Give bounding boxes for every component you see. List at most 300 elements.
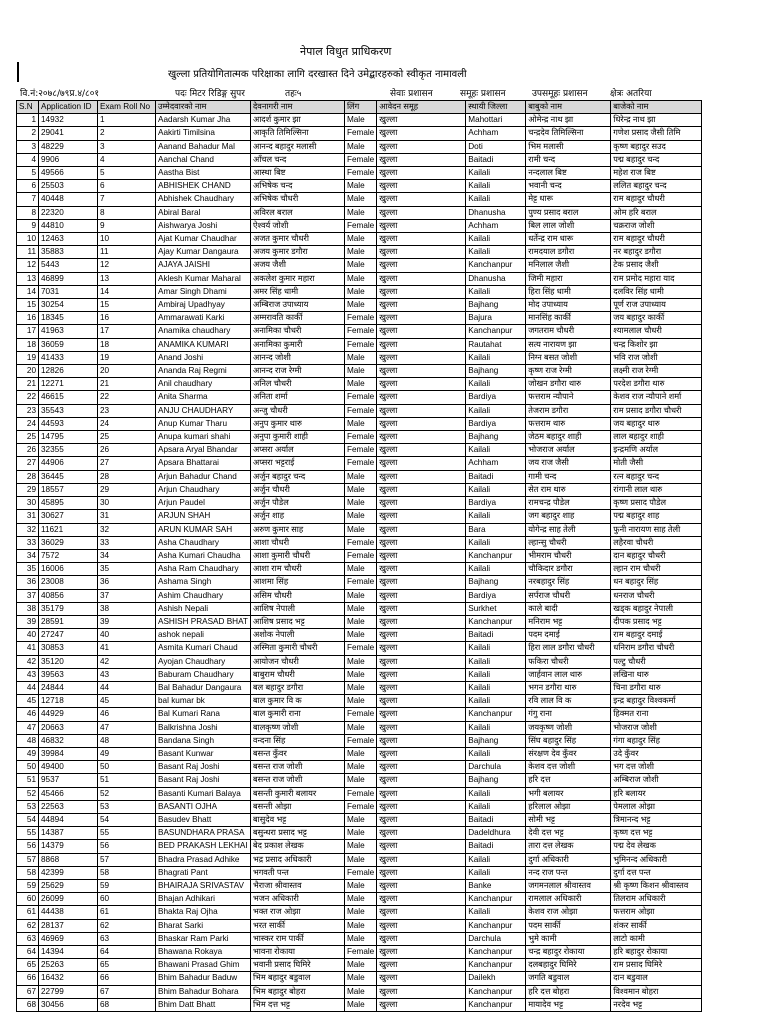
cell-sn: 66 <box>17 972 39 985</box>
cell-grandfather-name: धन बहादुर सिंह <box>611 576 702 589</box>
cell-candidate-name: Ayojan Chaudhary <box>156 655 251 668</box>
cell-father-name: दलबहादुर घिमिरे <box>526 959 611 972</box>
cell-sn: 52 <box>17 787 39 800</box>
cell-sn: 10 <box>17 233 39 246</box>
cell-gender: Male <box>344 959 376 972</box>
table-row <box>17 893 702 906</box>
cell-devanagari-name: अप्सरा अर्याल <box>250 444 344 457</box>
cell-gender: Male <box>344 998 376 1011</box>
cell-grandfather-name: लाटो कामी <box>611 932 702 945</box>
cell-sn: 63 <box>17 932 39 945</box>
table-row <box>17 470 702 483</box>
cell-district: Mahottari <box>466 114 526 127</box>
cell-application-id: 30254 <box>39 299 98 312</box>
cell-exam-roll: 7 <box>98 193 156 206</box>
cell-exam-roll: 18 <box>98 338 156 351</box>
cell-sn: 56 <box>17 840 39 853</box>
cell-district: Kailali <box>466 906 526 919</box>
cell-devanagari-name: अर्जुन चौधरी <box>250 483 344 496</box>
cell-sn: 65 <box>17 959 39 972</box>
cell-candidate-name: Bhagrati Pant <box>156 866 251 879</box>
cell-father-name: नन्द राज पन्त <box>526 866 611 879</box>
cell-grandfather-name: ल्हान राम चौधरी <box>611 563 702 576</box>
cell-application-group: खुल्ला <box>377 127 466 140</box>
cell-grandfather-name: इन्द्र बहादुर विश्वकर्मा <box>611 695 702 708</box>
cell-application-id: 35120 <box>39 655 98 668</box>
cell-application-id: 44593 <box>39 417 98 430</box>
table-row <box>17 602 702 615</box>
cell-sn: 22 <box>17 391 39 404</box>
cell-application-group: खुल्ला <box>377 708 466 721</box>
cell-sn: 44 <box>17 681 39 694</box>
cell-exam-roll: 9 <box>98 219 156 232</box>
cell-application-group: खुल्ला <box>377 655 466 668</box>
cell-application-id: 40856 <box>39 589 98 602</box>
cell-sn: 8 <box>17 206 39 219</box>
cell-application-id: 12271 <box>39 378 98 391</box>
cell-application-group: खुल्ला <box>377 325 466 338</box>
cell-district: Baitadi <box>466 470 526 483</box>
cell-candidate-name: BHAIRAJA SRIVASTAV <box>156 879 251 892</box>
table-row <box>17 180 702 193</box>
col-district: स्थायी जिल्ला <box>466 101 526 114</box>
cell-grandfather-name: फुनी नारायण साह तेली <box>611 523 702 536</box>
cell-candidate-name: Asha Chaudhary <box>156 536 251 549</box>
cell-application-group: खुल्ला <box>377 391 466 404</box>
cell-grandfather-name: भोजराज जोशी <box>611 721 702 734</box>
cell-devanagari-name: आनन्द बहादुर मलासी <box>250 140 344 153</box>
cell-application-group: खुल्ला <box>377 259 466 272</box>
cell-candidate-name: Bhaskar Ram Parki <box>156 932 251 945</box>
cell-gender: Male <box>344 470 376 483</box>
cell-candidate-name: Basant Raj Joshi <box>156 761 251 774</box>
cell-sn: 19 <box>17 351 39 364</box>
cell-devanagari-name: भरत सार्की <box>250 919 344 932</box>
cell-district: Kailali <box>466 642 526 655</box>
cell-candidate-name: ARUN KUMAR SAH <box>156 523 251 536</box>
cell-application-group: खुल्ला <box>377 285 466 298</box>
cell-application-group: खुल्ला <box>377 998 466 1011</box>
cell-application-group: खुल्ला <box>377 959 466 972</box>
cell-father-name: ल्हान्सु चौधरी <box>526 536 611 549</box>
cell-father-name: धर्तेन्द्र राम धारू <box>526 233 611 246</box>
cell-devanagari-name: आनन्द जोशी <box>250 351 344 364</box>
table-row <box>17 642 702 655</box>
cell-gender: Male <box>344 668 376 681</box>
cell-grandfather-name: भुमिनन्द अधिकारी <box>611 853 702 866</box>
cell-application-id: 14387 <box>39 827 98 840</box>
cell-district: Kailali <box>466 721 526 734</box>
cell-candidate-name: Asha Ram Chaudhary <box>156 563 251 576</box>
cell-application-id: 46899 <box>39 272 98 285</box>
cell-exam-roll: 49 <box>98 747 156 760</box>
cell-application-id: 25263 <box>39 959 98 972</box>
cell-grandfather-name: राम बहादुर चौधरी <box>611 193 702 206</box>
cell-candidate-name: Asmita Kumari Chaud <box>156 642 251 655</box>
cell-devanagari-name: आशा चौधरी <box>250 536 344 549</box>
cell-exam-roll: 22 <box>98 391 156 404</box>
cell-application-group: खुल्ला <box>377 840 466 853</box>
cell-gender: Male <box>344 417 376 430</box>
cell-application-group: खुल्ला <box>377 827 466 840</box>
cell-application-id: 11621 <box>39 523 98 536</box>
cell-gender: Male <box>344 483 376 496</box>
cell-devanagari-name: अनुपा कुमारी शाही <box>250 431 344 444</box>
table-row <box>17 932 702 945</box>
cell-candidate-name: Baburam Chaudhary <box>156 668 251 681</box>
cell-devanagari-name: आशमा सिंह <box>250 576 344 589</box>
cell-grandfather-name: लाल बहादुर शाही <box>611 431 702 444</box>
cell-application-id: 44906 <box>39 457 98 470</box>
cell-exam-roll: 50 <box>98 761 156 774</box>
table-row <box>17 193 702 206</box>
cell-application-group: खुल्ला <box>377 417 466 430</box>
cell-candidate-name: BED PRAKASH LEKHAI <box>156 840 251 853</box>
cell-grandfather-name: नर बहादुर डगौरा <box>611 246 702 259</box>
table-row <box>17 761 702 774</box>
cell-application-group: खुल्ला <box>377 734 466 747</box>
cell-grandfather-name: कृष्ण प्रसाद पौडेल <box>611 497 702 510</box>
cell-devanagari-name: अनिता शर्मा <box>250 391 344 404</box>
cell-district: Kanchanpur <box>466 919 526 932</box>
cell-grandfather-name: परदेश डगौरा थारु <box>611 378 702 391</box>
cell-devanagari-name: आशिष प्रसाद भट्ट <box>250 615 344 628</box>
cell-district: Bajhang <box>466 365 526 378</box>
cell-devanagari-name: भिम बहादुर बडुवाल <box>250 972 344 985</box>
cell-district: Kailali <box>466 404 526 417</box>
cell-sn: 42 <box>17 655 39 668</box>
cell-candidate-name: Anil chaudhary <box>156 378 251 391</box>
cell-application-id: 14932 <box>39 114 98 127</box>
cell-father-name: कृष्ण राज रेग्मी <box>526 365 611 378</box>
cell-gender: Male <box>344 695 376 708</box>
cell-application-group: खुल्ला <box>377 510 466 523</box>
cell-exam-roll: 43 <box>98 668 156 681</box>
cell-father-name: देवी दत्त भट्ट <box>526 827 611 840</box>
cell-grandfather-name: गणेश प्रसाद जैसी तिमि <box>611 127 702 140</box>
cell-candidate-name: Bhawana Rokaya <box>156 946 251 959</box>
cell-district: Darchula <box>466 932 526 945</box>
cell-exam-roll: 68 <box>98 998 156 1011</box>
cell-candidate-name: Anita Sharma <box>156 391 251 404</box>
cell-gender: Male <box>344 285 376 298</box>
table-row <box>17 655 702 668</box>
cell-sn: 47 <box>17 721 39 734</box>
cell-devanagari-name: अविरल बराल <box>250 206 344 219</box>
cell-candidate-name: Aakirti Timilsina <box>156 127 251 140</box>
cell-district: Bajhang <box>466 299 526 312</box>
table-row <box>17 906 702 919</box>
cell-exam-roll: 48 <box>98 734 156 747</box>
cell-sn: 32 <box>17 523 39 536</box>
cell-devanagari-name: बसन्त राज जोशी <box>250 774 344 787</box>
cell-father-name: सेत राम थारु <box>526 483 611 496</box>
cell-district: Dadeldhura <box>466 827 526 840</box>
table-header-row <box>17 101 702 114</box>
cell-father-name: हरिलाल ओझा <box>526 800 611 813</box>
cell-district: Kanchanpur <box>466 985 526 998</box>
cell-application-group: खुल्ला <box>377 747 466 760</box>
cell-sn: 15 <box>17 299 39 312</box>
cell-father-name: बिल लाल जोशी <box>526 219 611 232</box>
cell-grandfather-name: इन्द्रमणि अर्याल <box>611 444 702 457</box>
cell-application-id: 18557 <box>39 483 98 496</box>
cell-father-name: रवि लाल वि क <box>526 695 611 708</box>
cell-exam-roll: 33 <box>98 536 156 549</box>
cell-application-group: खुल्ला <box>377 629 466 642</box>
cell-father-name: पदम सार्की <box>526 919 611 932</box>
cell-grandfather-name: दलविर सिंह धामी <box>611 285 702 298</box>
cell-candidate-name: BASANTI OJHA <box>156 800 251 813</box>
cell-application-id: 29041 <box>39 127 98 140</box>
cell-sn: 36 <box>17 576 39 589</box>
cell-application-group: खुल्ला <box>377 721 466 734</box>
cell-candidate-name: Bharat Sarki <box>156 919 251 932</box>
cell-father-name: पदम दमाई <box>526 629 611 642</box>
post-label: पदः मिटर रिडिङ्ग सुपर <box>175 89 245 99</box>
cell-application-id: 8868 <box>39 853 98 866</box>
cell-district: Baitadi <box>466 813 526 826</box>
cell-candidate-name: AJAYA JAISHI <box>156 259 251 272</box>
table-row <box>17 510 702 523</box>
cell-exam-roll: 36 <box>98 576 156 589</box>
cell-grandfather-name: धनिराम डगौरा चौधरी <box>611 642 702 655</box>
cell-application-id: 45895 <box>39 497 98 510</box>
org-title: नेपाल विधुत प्राधिकरण <box>300 45 392 58</box>
cell-application-id: 12826 <box>39 365 98 378</box>
cell-gender: Female <box>344 787 376 800</box>
table-row <box>17 391 702 404</box>
cell-exam-roll: 20 <box>98 365 156 378</box>
cell-application-id: 44810 <box>39 219 98 232</box>
cell-exam-roll: 12 <box>98 259 156 272</box>
cell-devanagari-name: बेद प्रकाश लेखक <box>250 840 344 853</box>
cell-gender: Male <box>344 827 376 840</box>
cell-devanagari-name: भिम बहादुर बोहरा <box>250 985 344 998</box>
cell-gender: Male <box>344 510 376 523</box>
cell-application-group: खुल्ला <box>377 338 466 351</box>
cell-devanagari-name: भैराजा श्रीवास्तव <box>250 879 344 892</box>
cell-application-id: 46832 <box>39 734 98 747</box>
cell-devanagari-name: आनन्द राज रेग्मी <box>250 365 344 378</box>
cell-devanagari-name: अकलेश कुमार महारा <box>250 272 344 285</box>
cell-application-id: 25503 <box>39 180 98 193</box>
cell-gender: Male <box>344 655 376 668</box>
cell-devanagari-name: आस्था बिष्ट <box>250 167 344 180</box>
cell-father-name: हरि दत्त <box>526 774 611 787</box>
cell-district: Kailali <box>466 853 526 866</box>
table-row <box>17 827 702 840</box>
cell-sn: 26 <box>17 444 39 457</box>
cell-grandfather-name: श्यामलाल चौधरी <box>611 325 702 338</box>
cell-candidate-name: ASHISH PRASAD BHAT <box>156 615 251 628</box>
cell-father-name: मनिलाल जैशी <box>526 259 611 272</box>
cell-application-id: 5443 <box>39 259 98 272</box>
cell-sn: 62 <box>17 919 39 932</box>
cell-grandfather-name: हरि बलायर <box>611 787 702 800</box>
cell-devanagari-name: बाल कुमारी राना <box>250 708 344 721</box>
table-row <box>17 233 702 246</box>
cell-gender: Female <box>344 536 376 549</box>
cell-application-group: खुल्ला <box>377 444 466 457</box>
table-body <box>17 114 702 1012</box>
cell-sn: 37 <box>17 589 39 602</box>
cell-grandfather-name: धिरेन्द्र नाथ झा <box>611 114 702 127</box>
cell-application-group: खुल्ला <box>377 365 466 378</box>
cell-candidate-name: Ashim Chaudhary <box>156 589 251 602</box>
cell-father-name: जेठम बहादुर शाही <box>526 431 611 444</box>
table-row <box>17 708 702 721</box>
cell-grandfather-name: केशव राज न्यौपाने शर्मा <box>611 391 702 404</box>
cell-gender: Male <box>344 206 376 219</box>
cell-district: Kailali <box>466 800 526 813</box>
cell-candidate-name: ANJU CHAUDHARY <box>156 404 251 417</box>
table-row <box>17 246 702 259</box>
cell-candidate-name: Apsara Aryal Bhandar <box>156 444 251 457</box>
cell-father-name: मायादेव भट्ट <box>526 998 611 1011</box>
cell-devanagari-name: अप्सरा भट्टराई <box>250 457 344 470</box>
cell-application-id: 24844 <box>39 681 98 694</box>
cell-father-name: फकिरा चौधरी <box>526 655 611 668</box>
cell-district: Rautahat <box>466 338 526 351</box>
cell-grandfather-name: महेश राज बिष्ट <box>611 167 702 180</box>
cell-devanagari-name: भास्कर राम पार्की <box>250 932 344 945</box>
cell-grandfather-name: उदे कुँवर <box>611 747 702 760</box>
cell-devanagari-name: आकृति तिमिल्सिना <box>250 127 344 140</box>
cell-exam-roll: 66 <box>98 972 156 985</box>
cell-gender: Male <box>344 497 376 510</box>
cell-father-name: मनिराम भट्ट <box>526 615 611 628</box>
cell-application-group: खुल्ला <box>377 470 466 483</box>
cell-sn: 1 <box>17 114 39 127</box>
cell-district: Kailali <box>466 681 526 694</box>
cell-candidate-name: Ambiraj Upadhyay <box>156 299 251 312</box>
cell-application-id: 44929 <box>39 708 98 721</box>
cell-district: Dhanusha <box>466 272 526 285</box>
cell-father-name: भोजराज अर्याल <box>526 444 611 457</box>
cell-application-group: खुल्ला <box>377 431 466 444</box>
cell-exam-roll: 39 <box>98 615 156 628</box>
cell-devanagari-name: अनिल चौधरी <box>250 378 344 391</box>
cell-grandfather-name: नरदेव भट्ट <box>611 998 702 1011</box>
cell-candidate-name: Ashama Singh <box>156 576 251 589</box>
cell-application-id: 36029 <box>39 536 98 549</box>
cell-district: Kailali <box>466 378 526 391</box>
cell-district: Bara <box>466 523 526 536</box>
cell-sn: 49 <box>17 747 39 760</box>
cell-devanagari-name: असिम चौधरी <box>250 589 344 602</box>
cell-sn: 25 <box>17 431 39 444</box>
cell-candidate-name: ARJUN SHAH <box>156 510 251 523</box>
cell-father-name: निग्न बसत जोशी <box>526 351 611 364</box>
cell-candidate-name: Arjun Chaudhary <box>156 483 251 496</box>
list-subtitle: खुल्ला प्रतियोगितात्मक परिक्षाका लागि दरखास्त दिने उमेद्बारहरुको स्वीकृत नामावली <box>168 69 467 80</box>
cell-candidate-name: Arjun Paudel <box>156 497 251 510</box>
cell-application-group: खुल्ला <box>377 879 466 892</box>
cell-application-group: खुल्ला <box>377 906 466 919</box>
cell-grandfather-name: चन्द्र किशोर झा <box>611 338 702 351</box>
cell-application-id: 36059 <box>39 338 98 351</box>
cell-grandfather-name: पूर्ण राज उपाध्याय <box>611 299 702 312</box>
cell-father-name: योगेन्द्र साह तेली <box>526 523 611 536</box>
cell-district: Surkhet <box>466 602 526 615</box>
cell-exam-roll: 67 <box>98 985 156 998</box>
cell-exam-roll: 29 <box>98 483 156 496</box>
cell-exam-roll: 37 <box>98 589 156 602</box>
cell-gender: Male <box>344 351 376 364</box>
cell-grandfather-name: राम प्रसाद डगौरा चौधरी <box>611 404 702 417</box>
cell-gender: Female <box>344 431 376 444</box>
cell-district: Kailali <box>466 510 526 523</box>
cell-application-group: खुल्ला <box>377 378 466 391</box>
cell-grandfather-name: राम प्रमोद महारा याद <box>611 272 702 285</box>
cell-sn: 27 <box>17 457 39 470</box>
cell-exam-roll: 26 <box>98 444 156 457</box>
cell-devanagari-name: बासुदेव भट्ट <box>250 813 344 826</box>
cell-district: Bardiya <box>466 497 526 510</box>
subgroup-label: उपसमूहः प्रशासन <box>532 89 588 99</box>
cell-application-group: खुल्ला <box>377 246 466 259</box>
cell-sn: 28 <box>17 470 39 483</box>
cell-application-id: 49400 <box>39 761 98 774</box>
cell-gender: Male <box>344 906 376 919</box>
cell-gender: Female <box>344 312 376 325</box>
cell-application-id: 12718 <box>39 695 98 708</box>
cell-gender: Female <box>344 708 376 721</box>
cell-sn: 50 <box>17 761 39 774</box>
cell-devanagari-name: अर्जुन बहादुर चन्द <box>250 470 344 483</box>
cell-candidate-name: Abiral Baral <box>156 206 251 219</box>
cell-devanagari-name: आदर्श कुमार झा <box>250 114 344 127</box>
table-row <box>17 285 702 298</box>
cell-district: Kanchanpur <box>466 615 526 628</box>
table-row <box>17 299 702 312</box>
cell-application-id: 49566 <box>39 167 98 180</box>
cell-gender: Female <box>344 404 376 417</box>
cell-candidate-name: Basudev Bhatt <box>156 813 251 826</box>
cell-father-name: गामी चन्द <box>526 470 611 483</box>
cell-sn: 14 <box>17 285 39 298</box>
cell-grandfather-name: चिना डगौरा थारु <box>611 681 702 694</box>
cell-district: Dhanusha <box>466 206 526 219</box>
table-row <box>17 417 702 430</box>
service-label: सेवाः प्रशासन <box>390 89 433 99</box>
cell-exam-roll: 17 <box>98 325 156 338</box>
table-row <box>17 127 702 140</box>
cell-father-name: जग बहादुर शाह <box>526 510 611 523</box>
cell-father-name: सोमी भट्ट <box>526 813 611 826</box>
cell-grandfather-name: तिलराम अधिकारी <box>611 893 702 906</box>
cell-application-id: 7572 <box>39 549 98 562</box>
cell-application-id: 9906 <box>39 153 98 166</box>
cell-application-group: खुल्ला <box>377 299 466 312</box>
table-row <box>17 959 702 972</box>
cell-gender: Male <box>344 853 376 866</box>
cell-gender: Male <box>344 140 376 153</box>
cell-gender: Female <box>344 219 376 232</box>
cell-devanagari-name: बसन्ती कुमारी बलायर <box>250 787 344 800</box>
cell-father-name: फत्तराम न्यौपाने <box>526 391 611 404</box>
cell-devanagari-name: अर्जुन पौडेल <box>250 497 344 510</box>
table-row <box>17 946 702 959</box>
cell-gender: Male <box>344 563 376 576</box>
cell-sn: 4 <box>17 153 39 166</box>
table-row <box>17 351 702 364</box>
cell-gender: Female <box>344 642 376 655</box>
cell-sn: 7 <box>17 193 39 206</box>
cell-application-group: खुल्ला <box>377 642 466 655</box>
cell-grandfather-name: अम्बिराज जोशी <box>611 774 702 787</box>
